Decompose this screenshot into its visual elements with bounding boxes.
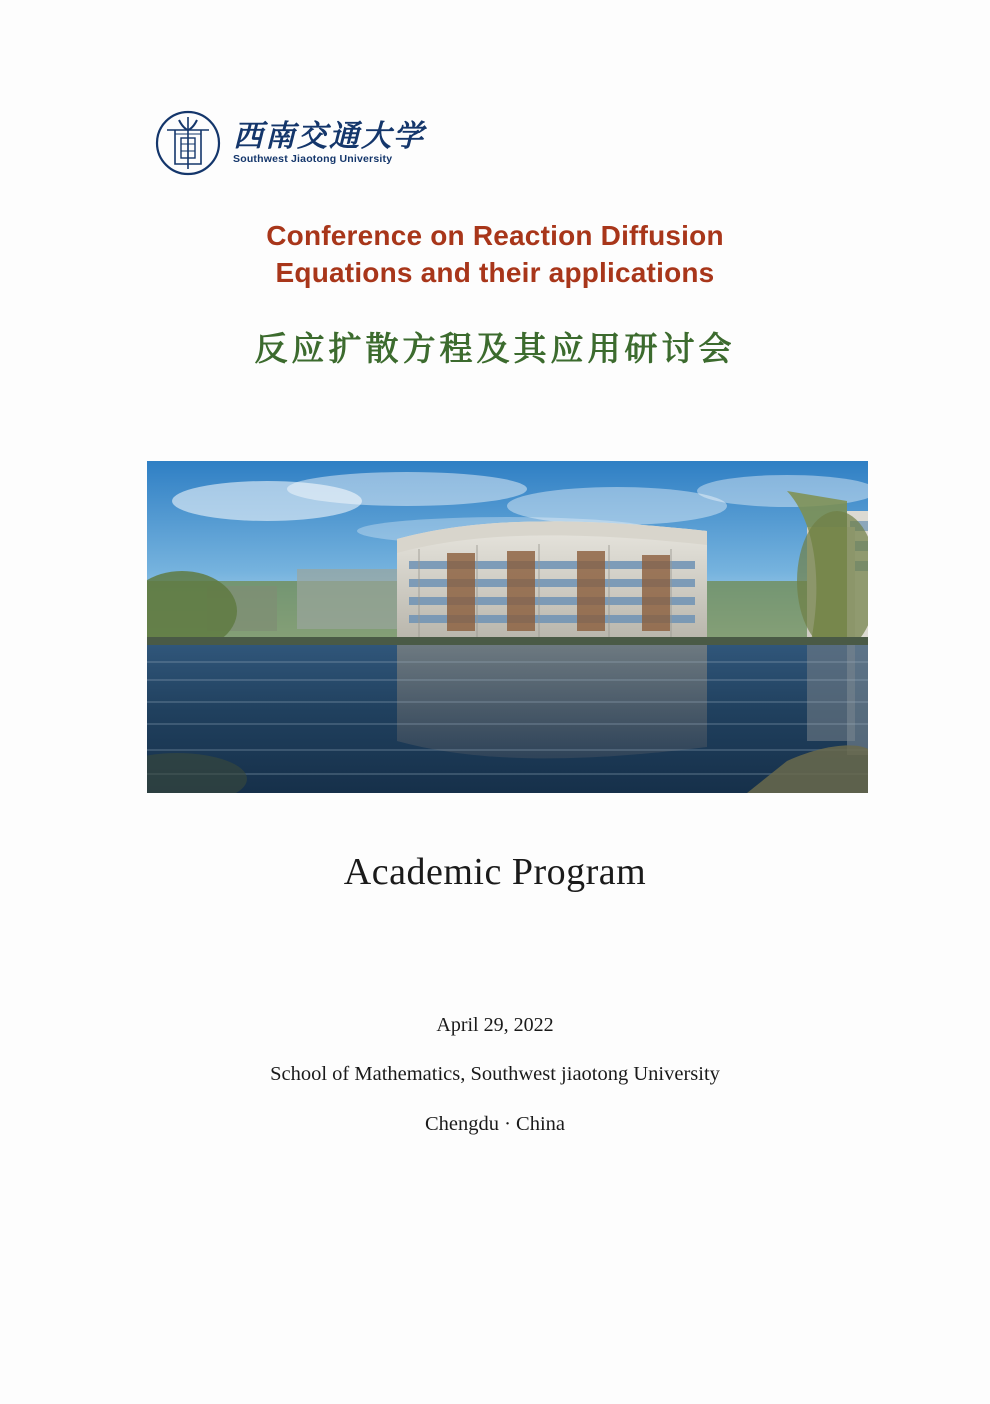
conference-location: Chengdu · China — [424, 1112, 566, 1135]
conference-title-cn: 反应扩散方程及其应用研讨会 — [254, 332, 736, 368]
campus-building-lake-photo — [147, 461, 868, 793]
conference-date: April 29, 2022 — [436, 1014, 554, 1036]
conference-title-en-line1: Conference on Reaction Diffusion — [266, 220, 724, 251]
conference-title-en-line2: Equations and their applications — [275, 256, 715, 288]
document-meta — [0, 1015, 990, 1134]
logo-name-en: Southwest Jiaotong University — [233, 152, 393, 165]
logo-name-cn: 西南交通大学 — [233, 119, 425, 153]
conference-organizer: School of Mathematics, Southwest jiaotong University — [270, 1063, 720, 1085]
program-title: Academic Program — [343, 851, 647, 893]
conference-title-en — [0, 218, 990, 292]
logo-wordmark — [233, 119, 425, 165]
university-logo — [155, 110, 425, 176]
university-crest-icon — [155, 110, 221, 176]
